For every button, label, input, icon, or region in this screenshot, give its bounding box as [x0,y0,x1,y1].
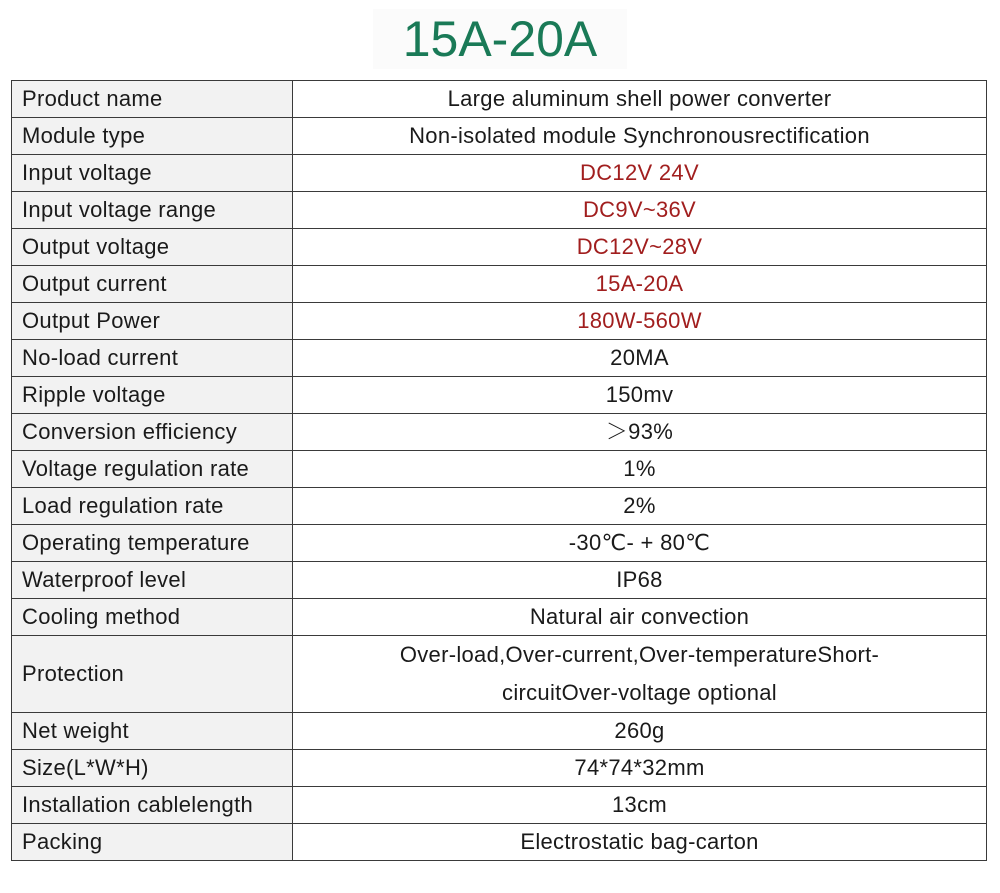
row-label-voltage-regulation-rate: Voltage regulation rate [12,451,293,488]
row-value-output-power: 180W-560W [293,303,987,340]
row-label-module-type: Module type [12,118,293,155]
protection-line-2: circuitOver-voltage optional [502,680,777,705]
table-row [12,451,987,488]
row-value-no-load-current: 20MA [293,340,987,377]
table-row [12,266,987,303]
row-label-output-current: Output current [12,266,293,303]
table-row [12,118,987,155]
row-label-no-load-current: No-load current [12,340,293,377]
row-label-net-weight: Net weight [12,713,293,750]
row-value-operating-temperature: -30℃- + 80℃ [293,525,987,562]
row-value-ripple-voltage: 150mv [293,377,987,414]
row-label-conversion-efficiency: Conversion efficiency [12,414,293,451]
table-row [12,636,987,713]
page-title: 15A-20A [373,9,628,69]
row-label-cooling-method: Cooling method [12,599,293,636]
row-value-packing: Electrostatic bag-carton [293,824,987,861]
table-row [12,229,987,266]
row-label-input-voltage-range: Input voltage range [12,192,293,229]
table-row [12,525,987,562]
table-row [12,488,987,525]
row-value-load-regulation-rate: 2% [293,488,987,525]
table-row [12,713,987,750]
row-label-output-power: Output Power [12,303,293,340]
row-value-conversion-efficiency: ＞93% [293,414,987,451]
table-row [12,192,987,229]
spec-table [11,80,987,861]
table-row [12,750,987,787]
row-value-voltage-regulation-rate: 1% [293,451,987,488]
row-label-installation-cable-length: Installation cablelength [12,787,293,824]
row-value-net-weight: 260g [293,713,987,750]
row-value-installation-cable-length: 13cm [293,787,987,824]
row-label-size: Size(L*W*H) [12,750,293,787]
row-label-output-voltage: Output voltage [12,229,293,266]
table-row [12,303,987,340]
row-value-size: 74*74*32mm [293,750,987,787]
table-row [12,562,987,599]
row-value-output-current: 15A-20A [293,266,987,303]
row-label-protection: Protection [12,636,293,713]
table-row [12,81,987,118]
row-label-product-name: Product name [12,81,293,118]
table-row [12,787,987,824]
row-label-waterproof-level: Waterproof level [12,562,293,599]
table-row [12,155,987,192]
row-value-protection [293,636,987,713]
table-row [12,414,987,451]
row-label-packing: Packing [12,824,293,861]
table-row [12,340,987,377]
row-label-load-regulation-rate: Load regulation rate [12,488,293,525]
row-value-product-name: Large aluminum shell power converter [293,81,987,118]
table-row [12,824,987,861]
row-label-input-voltage: Input voltage [12,155,293,192]
row-value-input-voltage: DC12V 24V [293,155,987,192]
row-label-ripple-voltage: Ripple voltage [12,377,293,414]
table-row [12,377,987,414]
title-area [0,0,1000,78]
row-value-output-voltage: DC12V~28V [293,229,987,266]
protection-line-1: Over-load,Over-current,Over-temperatureShort- [399,642,880,667]
row-value-module-type: Non-isolated module Synchronousrectification [293,118,987,155]
row-label-operating-temperature: Operating temperature [12,525,293,562]
row-value-cooling-method: Natural air convection [293,599,987,636]
row-value-input-voltage-range: DC9V~36V [293,192,987,229]
row-value-waterproof-level: IP68 [293,562,987,599]
table-row [12,599,987,636]
